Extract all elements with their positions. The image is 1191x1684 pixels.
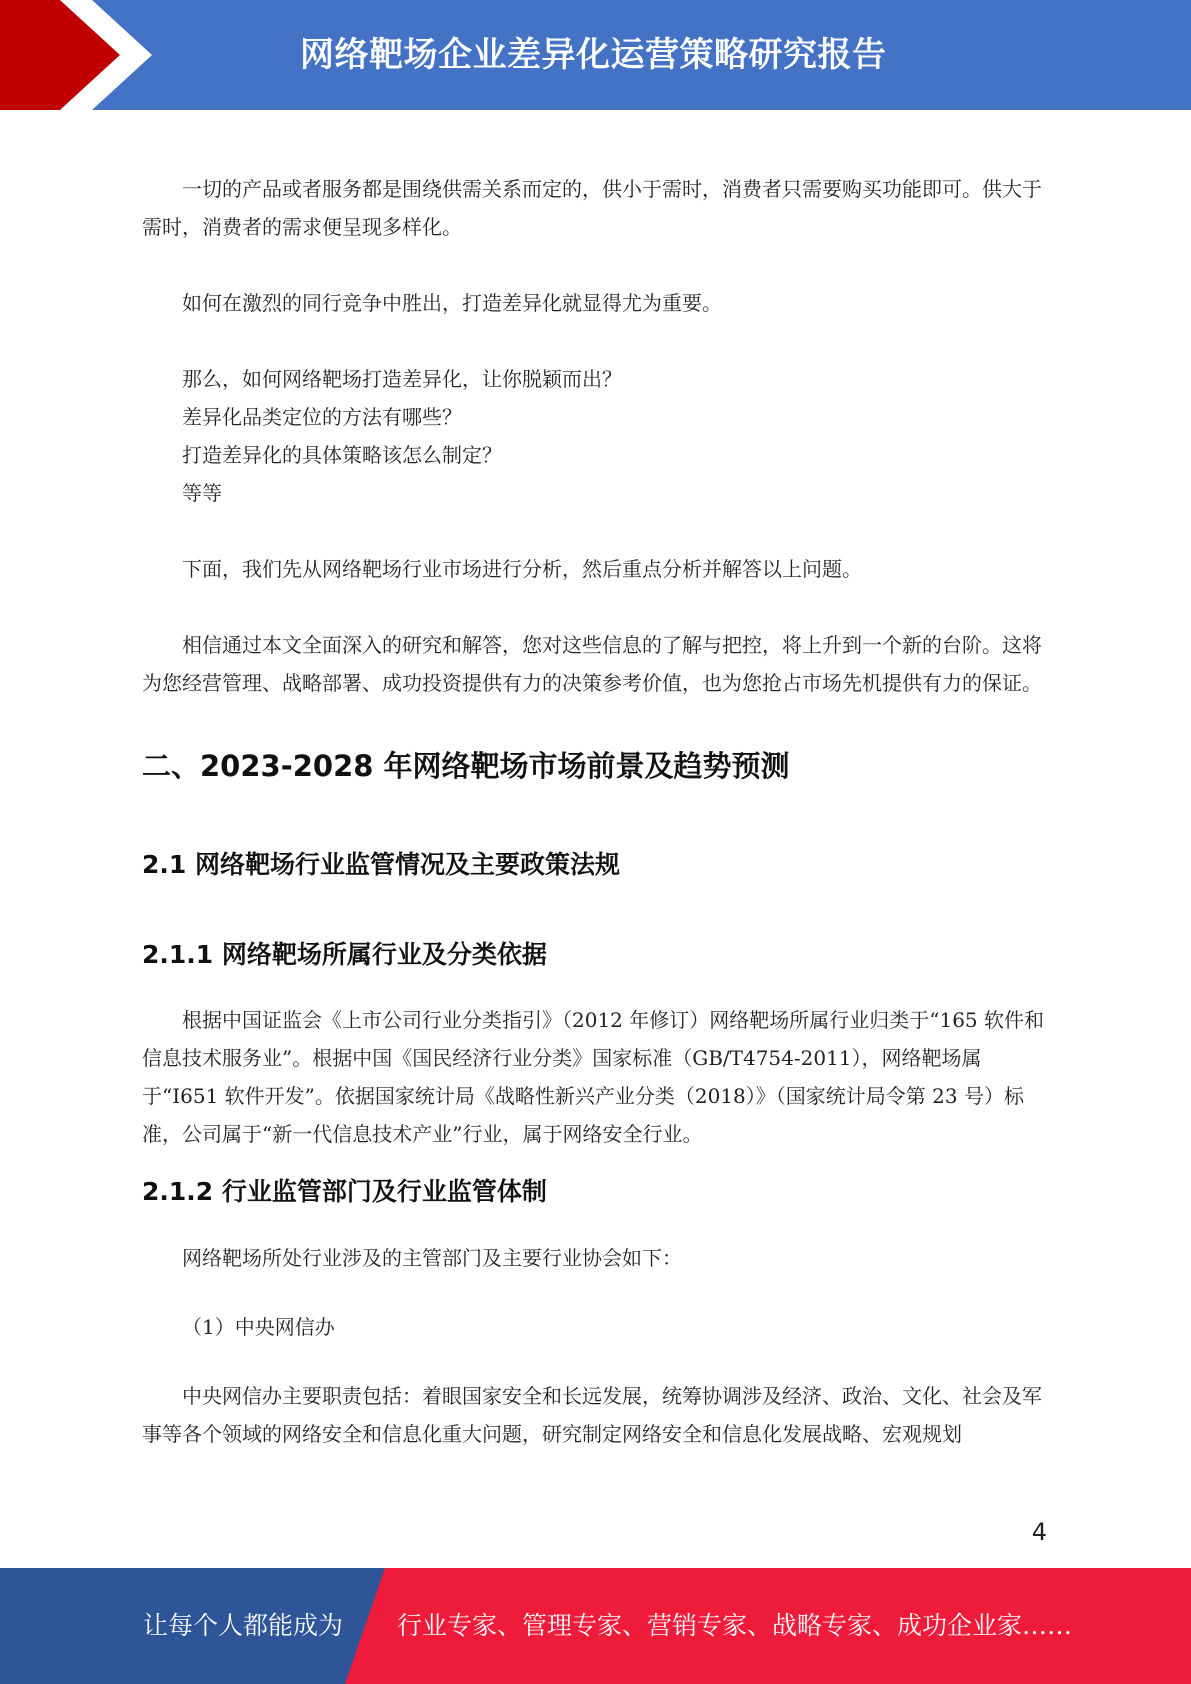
section-2-1-2-item-1: （1）中央网信办 (182, 1315, 335, 1339)
intro-paragraph-4: 相信通过本文全面深入的研究和解答，您对这些信息的了解与把控，将上升到一个新的台阶。这将为您经营管理、战略部署、成功投资提供有力的决策参考价值，也为您抢占市场先机提供有力的保证。 (142, 633, 1042, 695)
section-2-1-2-body: 网络靶场所处行业涉及的主管部门及主要行业协会如下： (182, 1246, 682, 1270)
page-header (0, 0, 1191, 110)
question-item: 打造差异化的具体策略该怎么制定？ (182, 443, 502, 467)
header-title: 网络靶场企业差异化运营策略研究报告 (300, 35, 887, 75)
section-2-1-2-item-1-body: 中央网信办主要职责包括：着眼国家安全和长远发展，统筹协调涉及经济、政治、文化、社会及军事等各个领域的网络安全和信息化重大问题，研究制定网络安全和信息化发展战略、宏观规划 (142, 1384, 1042, 1446)
question-item: 那么，如何网络靶场打造差异化，让你脱颖而出？ (182, 367, 622, 391)
intro-paragraph-1: 一切的产品或者服务都是围绕供需关系而定的，供小于需时，消费者只需要购买功能即可。供大于需时，消费者的需求便呈现多样化。 (142, 177, 1042, 239)
question-item: 差异化品类定位的方法有哪些？ (182, 405, 462, 429)
section-2-1-heading: 2.1 网络靶场行业监管情况及主要政策法规 (142, 850, 620, 879)
intro-paragraph-2: 如何在激烈的同行竞争中胜出，打造差异化就显得尤为重要。 (182, 291, 722, 315)
page-footer (0, 1568, 1191, 1684)
document-body (142, 170, 1048, 1453)
footer-slogan-right: 行业专家、管理专家、营销专家、战略专家、成功企业家…… (397, 1611, 1073, 1640)
footer-slogan-left: 让每个人都能成为 (143, 1611, 344, 1640)
question-item: 等等 (182, 481, 222, 505)
question-list (142, 360, 1048, 512)
section-2-1-1-heading: 2.1.1 网络靶场所属行业及分类依据 (142, 940, 547, 969)
section-2-1-2-heading: 2.1.2 行业监管部门及行业监管体制 (142, 1177, 547, 1206)
page-number: 4 (1031, 1518, 1047, 1546)
section-2-1-1-body: 根据中国证监会《上市公司行业分类指引》（2012 年修订）网络靶场所属行业归类于“165 软件和信息技术服务业”。根据中国《国民经济行业分类》国家标准（GB/T4754-2011），网络靶场属于“I651 软件开发”。依据国家统计局《战略性新兴产业分类（2018）》（国家统计局令第 23 号）标准，公司属于“新一代信息技术产业”行业，属于网络安全行业。 (142, 1008, 1045, 1146)
intro-paragraph-3: 下面，我们先从网络靶场行业市场进行分析，然后重点分析并解答以上问题。 (182, 557, 862, 581)
section-2-heading: 二、2023-2028 年网络靶场市场前景及趋势预测 (142, 749, 790, 783)
